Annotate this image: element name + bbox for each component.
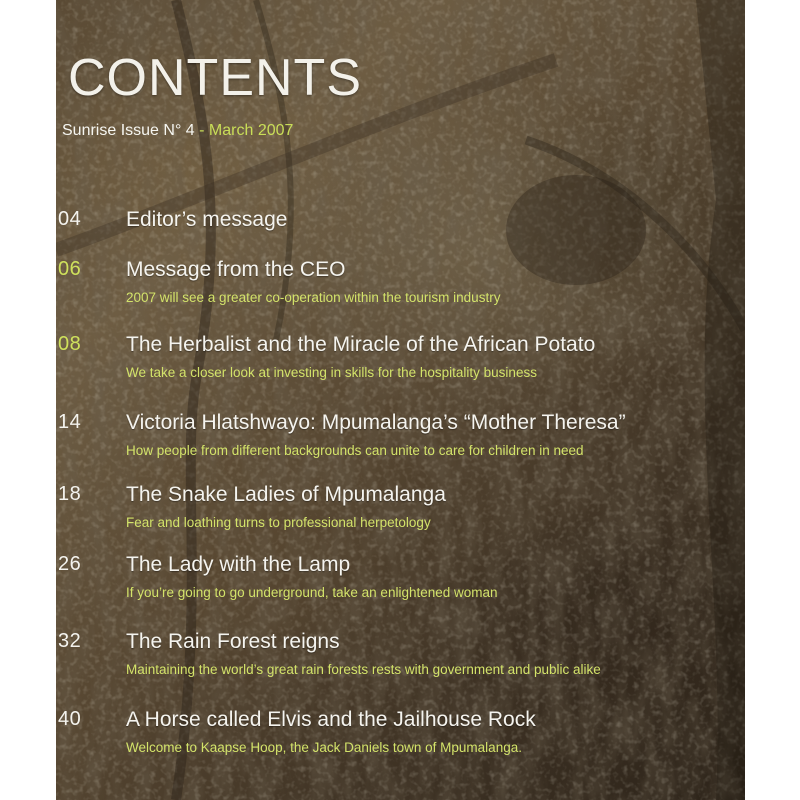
issue-separator: - bbox=[199, 122, 205, 139]
entry-page-number: 18 bbox=[58, 483, 82, 505]
entry-subtitle: Maintaining the world’s great rain forests rests with government and public alike bbox=[126, 662, 601, 677]
entry-title[interactable]: The Rain Forest reigns bbox=[126, 630, 340, 653]
entry-title[interactable]: Editor’s message bbox=[126, 208, 288, 231]
entry-page-number: 32 bbox=[58, 630, 82, 652]
entry-subtitle: Fear and loathing turns to professional herpetology bbox=[126, 515, 431, 530]
entry-page-number: 26 bbox=[58, 553, 82, 575]
entry-subtitle: How people from different backgrounds can unite to care for children in need bbox=[126, 443, 584, 458]
entry-page-number: 08 bbox=[58, 333, 82, 355]
entry-title[interactable]: The Herbalist and the Miracle of the African Potato bbox=[126, 333, 596, 356]
entry-subtitle: Welcome to Kaapse Hoop, the Jack Daniels town of Mpumalanga. bbox=[126, 740, 522, 755]
entry-title[interactable]: The Snake Ladies of Mpumalanga bbox=[126, 483, 446, 506]
entry-title[interactable]: Victoria Hlatshwayo: Mpumalanga’s “Mother Theresa” bbox=[126, 411, 626, 434]
entry-page-number: 06 bbox=[58, 258, 82, 280]
issue-date: March 2007 bbox=[208, 122, 294, 139]
entry-title[interactable]: The Lady with the Lamp bbox=[126, 553, 351, 576]
issue-label: Sunrise Issue N° 4 bbox=[62, 122, 195, 139]
page-title: CONTENTS bbox=[68, 49, 362, 107]
entry-title[interactable]: Message from the CEO bbox=[126, 258, 346, 281]
entry-title[interactable]: A Horse called Elvis and the Jailhouse Rock bbox=[126, 708, 536, 731]
entry-page-number: 40 bbox=[58, 708, 82, 730]
entry-subtitle: We take a closer look at investing in skills for the hospitality business bbox=[126, 365, 537, 380]
entry-page-number: 04 bbox=[58, 208, 82, 230]
entry-page-number: 14 bbox=[58, 411, 82, 433]
contents-list bbox=[56, 0, 745, 800]
entry-subtitle: 2007 will see a greater co-operation within the tourism industry bbox=[126, 290, 501, 305]
contents-page bbox=[56, 0, 745, 800]
entry-subtitle: If you’re going to go underground, take an enlightened woman bbox=[126, 585, 498, 600]
